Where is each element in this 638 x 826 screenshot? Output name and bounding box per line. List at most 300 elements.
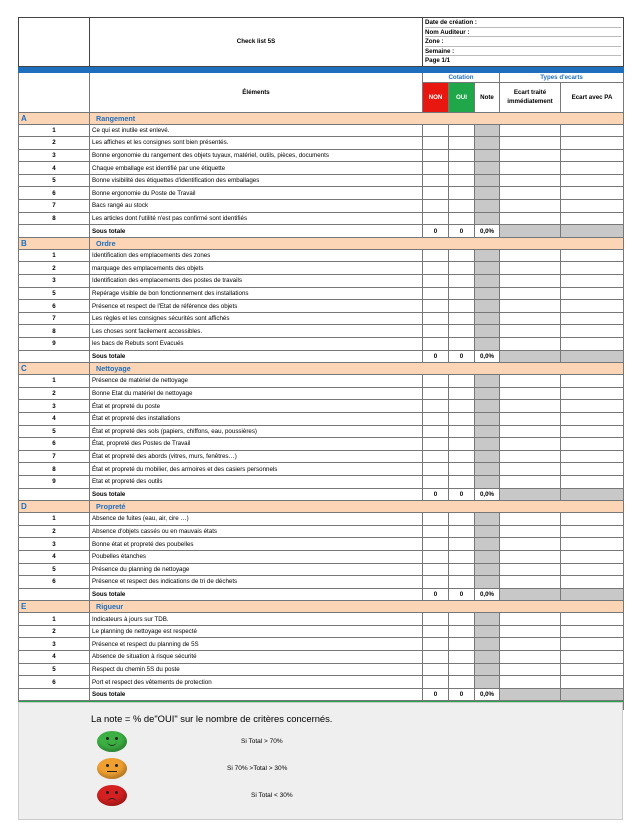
item-text: Présence du planning de nettoyage xyxy=(90,563,423,576)
ecart-pa-cell[interactable] xyxy=(561,212,624,225)
ecart-pa-cell[interactable] xyxy=(561,325,624,338)
non-cell[interactable] xyxy=(423,450,449,463)
legend-panel xyxy=(18,702,623,820)
non-cell[interactable] xyxy=(423,149,449,162)
oui-cell[interactable] xyxy=(449,137,475,150)
ecart-traite-cell[interactable] xyxy=(500,187,561,200)
subtotal-row xyxy=(19,225,624,238)
note-cell xyxy=(475,375,500,388)
ecart-pa-cell[interactable] xyxy=(561,149,624,162)
ecart-traite-cell[interactable] xyxy=(500,651,561,664)
non-cell[interactable] xyxy=(423,275,449,288)
note-cell xyxy=(475,287,500,300)
non-cell[interactable] xyxy=(423,212,449,225)
oui-cell[interactable] xyxy=(449,287,475,300)
non-cell[interactable] xyxy=(423,425,449,438)
item-text: Le planning de nettoyage est respecté xyxy=(90,625,423,638)
subtotal-non: 0 xyxy=(423,488,449,501)
item-number: 5 xyxy=(19,425,90,438)
ecart-traite-cell[interactable] xyxy=(500,249,561,262)
ecart-traite-cell[interactable] xyxy=(500,325,561,338)
note-cell xyxy=(475,475,500,488)
item-text: État et propreté des abords (vitres, murs, fenêtres…) xyxy=(90,450,423,463)
ecart-pa-cell[interactable] xyxy=(561,387,624,400)
item-text: État et propreté du poste xyxy=(90,400,423,413)
checklist-item xyxy=(19,124,624,137)
item-text: Identification des emplacements des postes de travails xyxy=(90,275,423,288)
checklist-item xyxy=(19,412,624,425)
item-text: Indicateurs à jours sur TDB. xyxy=(90,613,423,626)
ecart-traite-cell[interactable] xyxy=(500,613,561,626)
ecart-pa-cell[interactable] xyxy=(561,475,624,488)
ecart-pa-cell[interactable] xyxy=(561,174,624,187)
ecart-traite-cell[interactable] xyxy=(500,137,561,150)
item-number: 5 xyxy=(19,663,90,676)
subtotal-label: Sous totale xyxy=(90,350,423,363)
note-cell xyxy=(475,663,500,676)
ecart-traite-cell[interactable] xyxy=(500,550,561,563)
item-number: 1 xyxy=(19,613,90,626)
item-text: Ce qui est inutile est enlevé. xyxy=(90,124,423,137)
sad-face-icon xyxy=(97,785,127,806)
oui-heading: OUI xyxy=(449,82,475,112)
checklist-item xyxy=(19,174,624,187)
non-cell[interactable] xyxy=(423,513,449,526)
checklist-item xyxy=(19,513,624,526)
item-number: 3 xyxy=(19,538,90,551)
subtotal-label: Sous totale xyxy=(90,488,423,501)
ecart-pa-cell[interactable] xyxy=(561,663,624,676)
item-text: Présence et respect du planning de 5S xyxy=(90,638,423,651)
ecart-traite-cell[interactable] xyxy=(500,663,561,676)
ecart-pa-cell[interactable] xyxy=(561,200,624,213)
ecart-traite-cell[interactable] xyxy=(500,200,561,213)
non-cell[interactable] xyxy=(423,312,449,325)
note-cell xyxy=(475,312,500,325)
ecart-traite-cell[interactable] xyxy=(500,475,561,488)
oui-cell[interactable] xyxy=(449,400,475,413)
meta-block xyxy=(423,18,624,67)
checklist-table xyxy=(18,17,624,710)
oui-cell[interactable] xyxy=(449,325,475,338)
ecart-traite-cell[interactable] xyxy=(500,412,561,425)
ecart-pa-cell[interactable] xyxy=(561,638,624,651)
checklist-item xyxy=(19,275,624,288)
oui-cell[interactable] xyxy=(449,387,475,400)
non-cell[interactable] xyxy=(423,651,449,664)
meta-week: Semaine : xyxy=(425,47,621,57)
subtotal-non: 0 xyxy=(423,688,449,701)
note-cell xyxy=(475,212,500,225)
non-cell[interactable] xyxy=(423,262,449,275)
item-number: 8 xyxy=(19,325,90,338)
ecart-traite-cell[interactable] xyxy=(500,300,561,313)
item-text: Les articles dont l'utilité n'est pas confirmé sont identifiés xyxy=(90,212,423,225)
types-ecarts-heading: Types d'ecarts xyxy=(500,72,624,82)
logo-cell xyxy=(19,18,90,67)
ecart-pa-cell[interactable] xyxy=(561,576,624,589)
item-number: 5 xyxy=(19,287,90,300)
item-number: 3 xyxy=(19,275,90,288)
checklist-item xyxy=(19,200,624,213)
meta-zone: Zone : xyxy=(425,37,621,47)
subtotal-label: Sous totale xyxy=(90,225,423,238)
ecart-pa-cell[interactable] xyxy=(561,187,624,200)
checklist-item xyxy=(19,137,624,150)
section-name: Rangement xyxy=(90,112,624,124)
note-cell xyxy=(475,275,500,288)
note-cell xyxy=(475,525,500,538)
section-name: Ordre xyxy=(90,237,624,249)
subtotal-oui: 0 xyxy=(449,350,475,363)
note-cell xyxy=(475,137,500,150)
ecart-pa-cell[interactable] xyxy=(561,676,624,689)
item-text: Présence et respect de l'Etat de référence des objets xyxy=(90,300,423,313)
non-cell[interactable] xyxy=(423,525,449,538)
oui-cell[interactable] xyxy=(449,625,475,638)
non-cell[interactable] xyxy=(423,550,449,563)
ecart-pa-cell[interactable] xyxy=(561,538,624,551)
item-text: Bonne état et propreté des poubelles xyxy=(90,538,423,551)
item-number: 3 xyxy=(19,149,90,162)
non-cell[interactable] xyxy=(423,287,449,300)
non-cell[interactable] xyxy=(423,162,449,175)
non-cell[interactable] xyxy=(423,538,449,551)
note-cell xyxy=(475,162,500,175)
section-letter: E xyxy=(19,601,90,613)
oui-cell[interactable] xyxy=(449,613,475,626)
non-cell[interactable] xyxy=(423,200,449,213)
ecart-traite-cell[interactable] xyxy=(500,425,561,438)
checklist-item xyxy=(19,651,624,664)
ecart-traite-cell[interactable] xyxy=(500,287,561,300)
ecart-pa-cell[interactable] xyxy=(561,438,624,451)
oui-cell[interactable] xyxy=(449,463,475,476)
oui-cell[interactable] xyxy=(449,312,475,325)
non-cell[interactable] xyxy=(423,400,449,413)
ecart-pa-cell[interactable] xyxy=(561,375,624,388)
note-cell xyxy=(475,262,500,275)
oui-cell[interactable] xyxy=(449,200,475,213)
subtotal-oui: 0 xyxy=(449,225,475,238)
oui-cell[interactable] xyxy=(449,538,475,551)
ecart-traite-cell[interactable] xyxy=(500,212,561,225)
ecart-traite-cell[interactable] xyxy=(500,538,561,551)
ecart-pa-cell[interactable] xyxy=(561,300,624,313)
note-cell xyxy=(475,187,500,200)
happy-face-icon xyxy=(97,731,127,752)
non-cell[interactable] xyxy=(423,325,449,338)
ecart-traite-cell[interactable] xyxy=(500,162,561,175)
item-number: 9 xyxy=(19,475,90,488)
checklist-item xyxy=(19,576,624,589)
oui-cell[interactable] xyxy=(449,212,475,225)
legend-threshold-label: Si Total > 70% xyxy=(241,738,283,745)
item-number: 3 xyxy=(19,400,90,413)
item-number: 2 xyxy=(19,137,90,150)
subtotal-row xyxy=(19,350,624,363)
oui-cell[interactable] xyxy=(449,513,475,526)
section-letter: A xyxy=(19,112,90,124)
ecart-pa-cell[interactable] xyxy=(561,525,624,538)
oui-cell[interactable] xyxy=(449,425,475,438)
oui-cell[interactable] xyxy=(449,438,475,451)
note-cell xyxy=(475,325,500,338)
note-cell xyxy=(475,438,500,451)
ecart-traite-cell[interactable] xyxy=(500,149,561,162)
non-cell[interactable] xyxy=(423,676,449,689)
note-cell xyxy=(475,425,500,438)
checklist-item xyxy=(19,400,624,413)
oui-cell[interactable] xyxy=(449,475,475,488)
subtotal-label: Sous totale xyxy=(90,688,423,701)
ecart-pa-cell[interactable] xyxy=(561,450,624,463)
subtotal-note: 0,0% xyxy=(475,488,500,501)
oui-cell[interactable] xyxy=(449,262,475,275)
section-letter: C xyxy=(19,363,90,375)
section-name: Rigueur xyxy=(90,601,624,613)
oui-cell[interactable] xyxy=(449,525,475,538)
note-cell xyxy=(475,538,500,551)
checklist-item xyxy=(19,338,624,351)
note-cell xyxy=(475,450,500,463)
oui-cell[interactable] xyxy=(449,338,475,351)
non-cell[interactable] xyxy=(423,375,449,388)
checklist-item xyxy=(19,663,624,676)
non-cell[interactable] xyxy=(423,174,449,187)
ecart-pa-cell[interactable] xyxy=(561,338,624,351)
non-cell[interactable] xyxy=(423,563,449,576)
note-cell xyxy=(475,124,500,137)
legend-threshold-label: Si Total < 30% xyxy=(251,792,293,799)
ecart-traite-cell[interactable] xyxy=(500,576,561,589)
item-number: 5 xyxy=(19,563,90,576)
ecart-traite-cell[interactable] xyxy=(500,400,561,413)
item-number: 8 xyxy=(19,212,90,225)
checklist-item xyxy=(19,187,624,200)
subtotal-label: Sous totale xyxy=(90,588,423,601)
note-cell xyxy=(475,412,500,425)
oui-cell[interactable] xyxy=(449,300,475,313)
note-cell xyxy=(475,149,500,162)
item-text: État et propreté des installations xyxy=(90,412,423,425)
ecart-pa-cell[interactable] xyxy=(561,287,624,300)
ecart-pa-cell[interactable] xyxy=(561,425,624,438)
oui-cell[interactable] xyxy=(449,651,475,664)
ecart-pa-cell[interactable] xyxy=(561,312,624,325)
non-cell[interactable] xyxy=(423,663,449,676)
ecart-pa-cell[interactable] xyxy=(561,124,624,137)
checklist-item xyxy=(19,450,624,463)
checklist-item xyxy=(19,425,624,438)
checklist-item xyxy=(19,463,624,476)
note-cell xyxy=(475,676,500,689)
section-row xyxy=(19,601,624,613)
subtotal-note: 0,0% xyxy=(475,588,500,601)
oui-cell[interactable] xyxy=(449,187,475,200)
item-text: Absence de situation à risque sécurité xyxy=(90,651,423,664)
checklist-sheet xyxy=(18,17,623,710)
checklist-item xyxy=(19,625,624,638)
ecart-traite-cell[interactable] xyxy=(500,513,561,526)
item-number: 4 xyxy=(19,550,90,563)
non-cell[interactable] xyxy=(423,338,449,351)
non-cell[interactable] xyxy=(423,137,449,150)
checklist-item xyxy=(19,312,624,325)
ecart-pa-cell[interactable] xyxy=(561,262,624,275)
oui-cell[interactable] xyxy=(449,249,475,262)
checklist-item xyxy=(19,375,624,388)
checklist-item xyxy=(19,613,624,626)
item-number: 6 xyxy=(19,576,90,589)
note-cell xyxy=(475,613,500,626)
item-text: Présence et respect des indications de tri de déchets xyxy=(90,576,423,589)
item-text: Les règles et les consignes sécurités sont affichés xyxy=(90,312,423,325)
meta-auditor: Nom Auditeur : xyxy=(425,28,621,38)
non-cell[interactable] xyxy=(423,438,449,451)
section-letter: B xyxy=(19,237,90,249)
note-cell xyxy=(475,625,500,638)
ecart-pa-cell[interactable] xyxy=(561,249,624,262)
section-row xyxy=(19,501,624,513)
ecart-traite-cell[interactable] xyxy=(500,676,561,689)
legend-rule: La note = % de"OUI" sur le nombre de critères concernés. xyxy=(91,713,333,724)
note-cell xyxy=(475,513,500,526)
ecart-traite-cell[interactable] xyxy=(500,625,561,638)
note-cell xyxy=(475,174,500,187)
column-header-top xyxy=(19,72,624,82)
item-number: 7 xyxy=(19,450,90,463)
item-number: 3 xyxy=(19,638,90,651)
ecart-pa-cell[interactable] xyxy=(561,625,624,638)
header-row xyxy=(19,18,624,67)
oui-cell[interactable] xyxy=(449,149,475,162)
item-text: État et propreté des sols (papiers, chiffons, eau, poussières) xyxy=(90,425,423,438)
ecart-pa-cell[interactable] xyxy=(561,162,624,175)
ecart-traite-cell[interactable] xyxy=(500,124,561,137)
checklist-item xyxy=(19,563,624,576)
note-cell xyxy=(475,387,500,400)
item-number: 6 xyxy=(19,438,90,451)
ecart-pa-cell[interactable] xyxy=(561,463,624,476)
ecart-traite-cell[interactable] xyxy=(500,450,561,463)
checklist-item xyxy=(19,387,624,400)
subtotal-note: 0,0% xyxy=(475,225,500,238)
ecart-pa-cell[interactable] xyxy=(561,137,624,150)
ecart-pa-cell[interactable] xyxy=(561,651,624,664)
non-cell[interactable] xyxy=(423,387,449,400)
ecart-traite-cell[interactable] xyxy=(500,275,561,288)
note-cell xyxy=(475,400,500,413)
page-title: Check list 5S xyxy=(90,18,423,67)
non-heading: NON xyxy=(423,82,449,112)
oui-cell[interactable] xyxy=(449,124,475,137)
non-cell[interactable] xyxy=(423,613,449,626)
ecart-pa-cell[interactable] xyxy=(561,563,624,576)
subtotal-row xyxy=(19,488,624,501)
note-cell xyxy=(475,300,500,313)
ecart-traite-cell[interactable] xyxy=(500,375,561,388)
non-cell[interactable] xyxy=(423,576,449,589)
item-number: 2 xyxy=(19,387,90,400)
item-number: 4 xyxy=(19,412,90,425)
ecart-traite-cell[interactable] xyxy=(500,338,561,351)
oui-cell[interactable] xyxy=(449,275,475,288)
non-cell[interactable] xyxy=(423,463,449,476)
item-text: État et propreté du mobilier, des armoires et des casiers personnels xyxy=(90,463,423,476)
oui-cell[interactable] xyxy=(449,576,475,589)
item-text: Bonne visibilité des étiquettes d'identification des emballages xyxy=(90,174,423,187)
non-cell[interactable] xyxy=(423,625,449,638)
checklist-item xyxy=(19,538,624,551)
oui-cell[interactable] xyxy=(449,638,475,651)
non-cell[interactable] xyxy=(423,300,449,313)
subtotal-non: 0 xyxy=(423,588,449,601)
item-text: Bonne ergonomie du Poste de Travail xyxy=(90,187,423,200)
ecart-pa-cell[interactable] xyxy=(561,613,624,626)
item-number: 5 xyxy=(19,174,90,187)
item-number: 6 xyxy=(19,676,90,689)
non-cell[interactable] xyxy=(423,638,449,651)
ecart-pa-cell[interactable] xyxy=(561,412,624,425)
note-cell xyxy=(475,550,500,563)
non-cell[interactable] xyxy=(423,187,449,200)
ecart-traite-cell[interactable] xyxy=(500,262,561,275)
oui-cell[interactable] xyxy=(449,375,475,388)
non-cell[interactable] xyxy=(423,124,449,137)
legend-threshold-label: Si 70% >Total > 30% xyxy=(227,765,288,772)
item-number: 1 xyxy=(19,513,90,526)
ecart-traite-cell[interactable] xyxy=(500,525,561,538)
item-number: 7 xyxy=(19,200,90,213)
oui-cell[interactable] xyxy=(449,450,475,463)
ecart-traite-cell[interactable] xyxy=(500,638,561,651)
oui-cell[interactable] xyxy=(449,550,475,563)
checklist-item xyxy=(19,300,624,313)
checklist-item xyxy=(19,149,624,162)
item-text: Absence de fuites (eau, air, cire …) xyxy=(90,513,423,526)
item-text: Les affiches et les consignes sont bien présentés. xyxy=(90,137,423,150)
item-number: 1 xyxy=(19,249,90,262)
oui-cell[interactable] xyxy=(449,162,475,175)
ecart-traite-cell[interactable] xyxy=(500,312,561,325)
oui-cell[interactable] xyxy=(449,412,475,425)
ecart-pa-cell[interactable] xyxy=(561,400,624,413)
non-cell[interactable] xyxy=(423,249,449,262)
oui-cell[interactable] xyxy=(449,663,475,676)
checklist-item xyxy=(19,162,624,175)
ecart-traite-cell[interactable] xyxy=(500,463,561,476)
checklist-item xyxy=(19,525,624,538)
oui-cell[interactable] xyxy=(449,174,475,187)
ecart-pa-cell[interactable] xyxy=(561,513,624,526)
oui-cell[interactable] xyxy=(449,563,475,576)
ecart-traite-cell[interactable] xyxy=(500,438,561,451)
ecart-traite-cell[interactable] xyxy=(500,563,561,576)
item-number: 2 xyxy=(19,262,90,275)
ecart-pa-cell[interactable] xyxy=(561,275,624,288)
note-cell xyxy=(475,249,500,262)
oui-cell[interactable] xyxy=(449,676,475,689)
ecart-traite-cell[interactable] xyxy=(500,174,561,187)
ecart-traite-cell[interactable] xyxy=(500,387,561,400)
item-text: État, propreté des Postes de Travail xyxy=(90,438,423,451)
non-cell[interactable] xyxy=(423,475,449,488)
ecart-pa-cell[interactable] xyxy=(561,550,624,563)
item-text: Bonne Etat du matériel de nettoyage xyxy=(90,387,423,400)
non-cell[interactable] xyxy=(423,412,449,425)
item-text: Bacs rangé au stock xyxy=(90,200,423,213)
